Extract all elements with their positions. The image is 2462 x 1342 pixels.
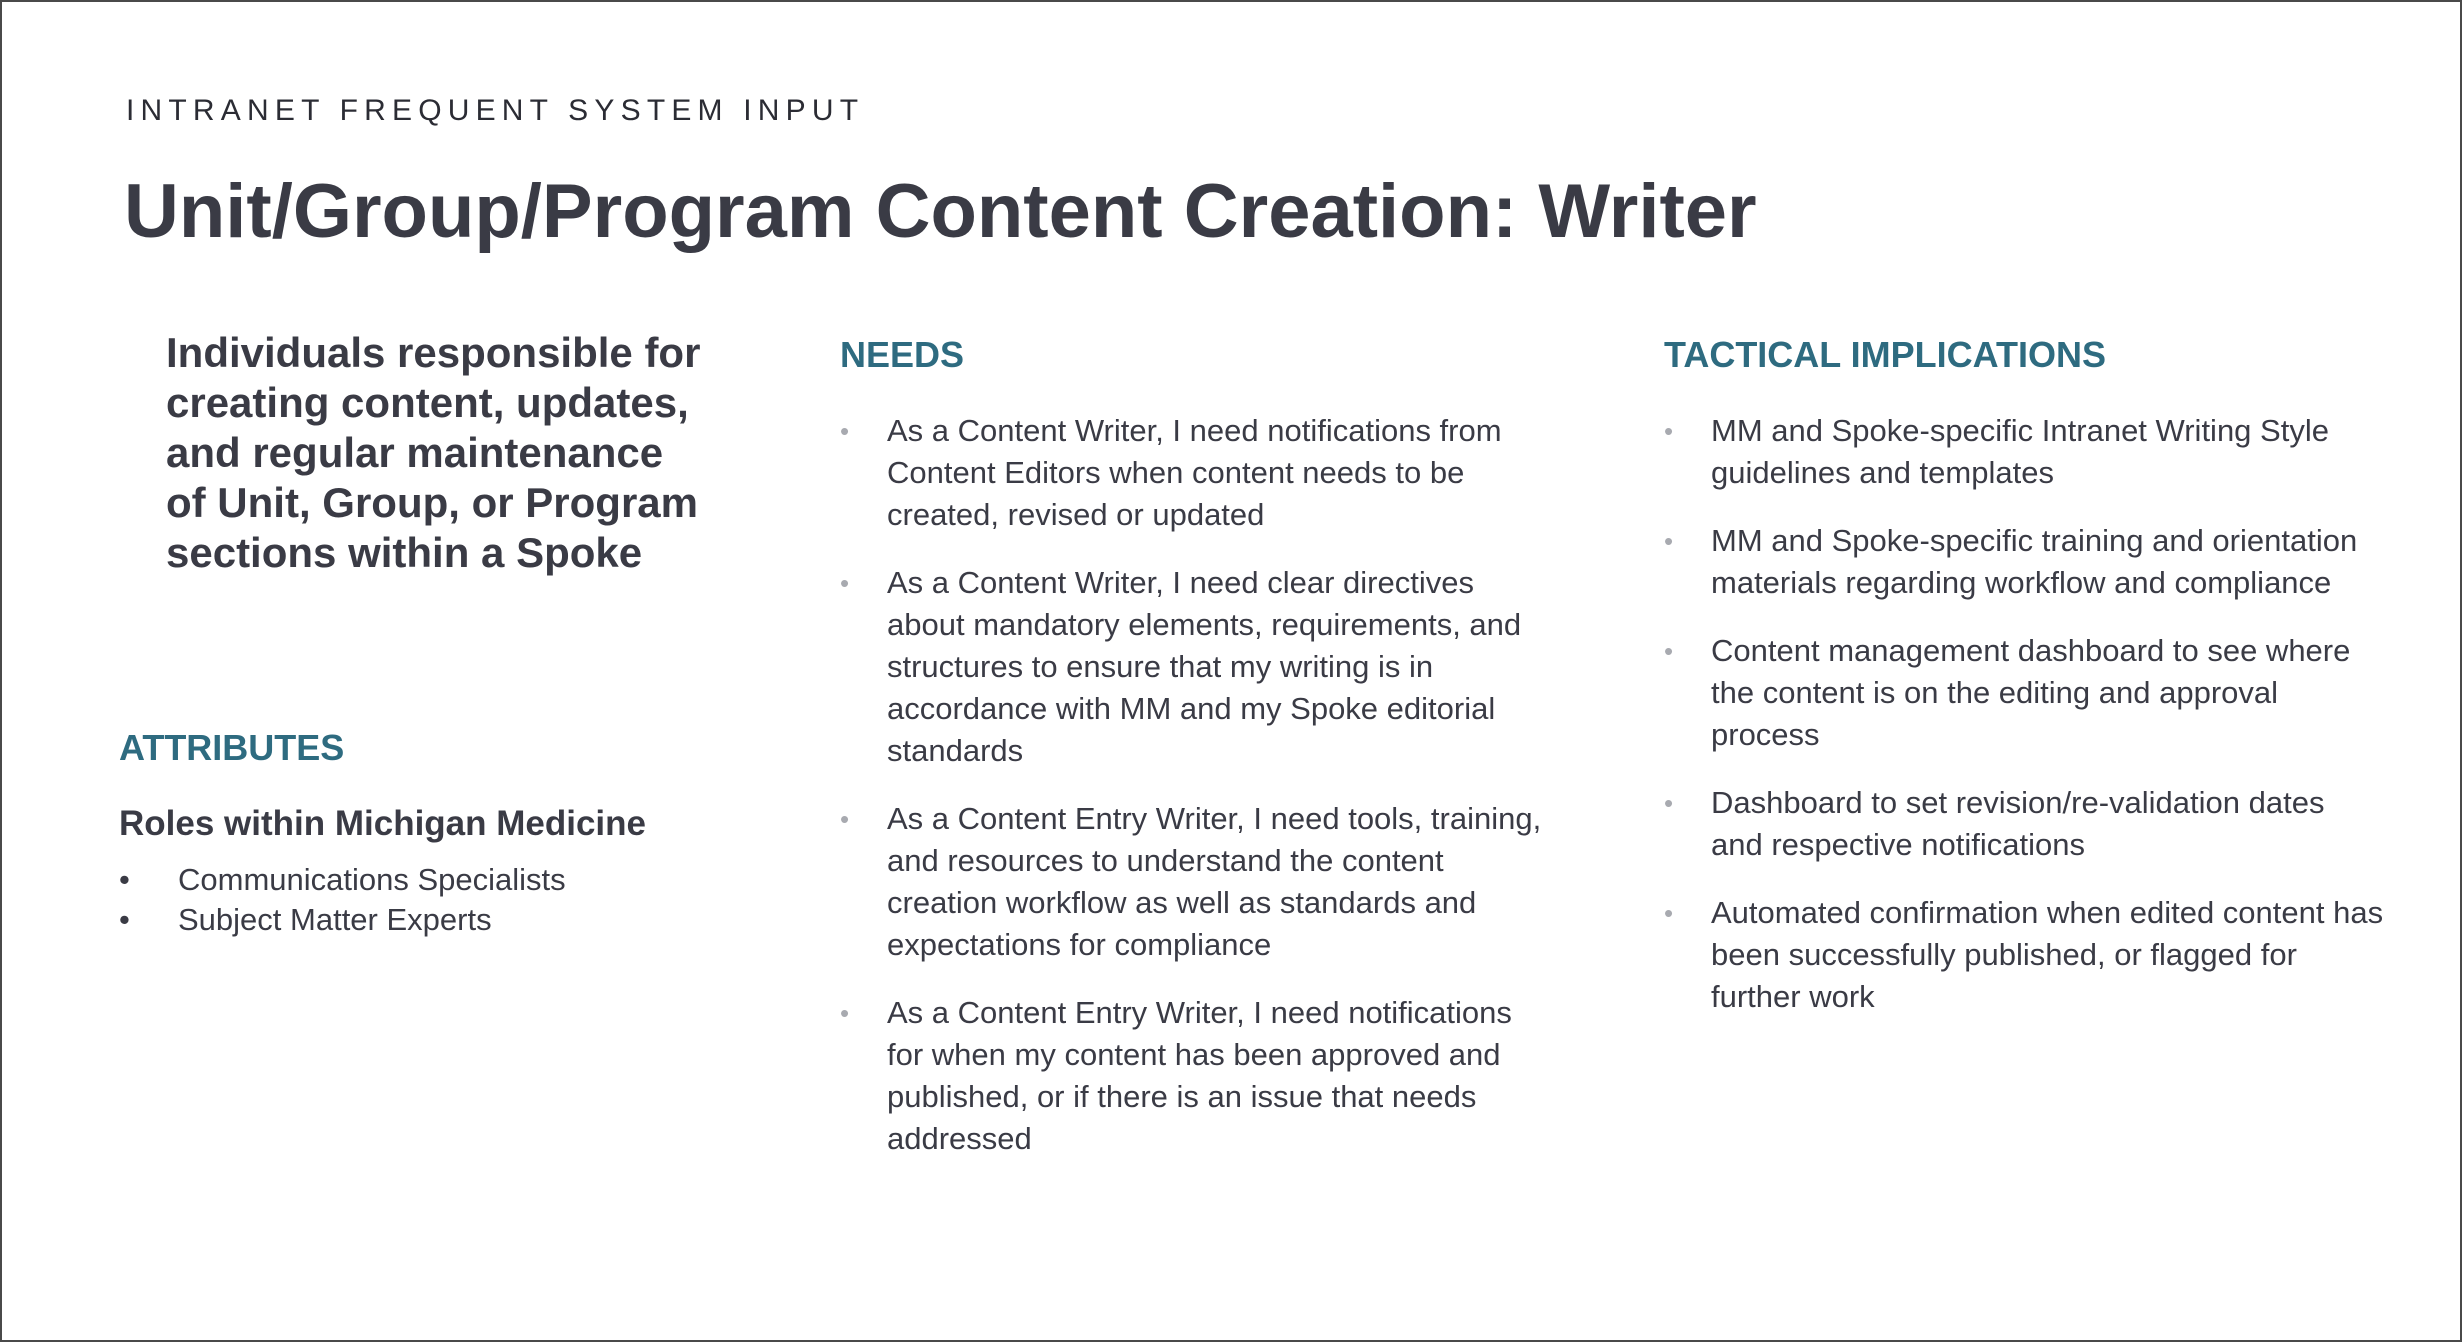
list-item: • As a Content Entry Writer, I need tools, training, and resources to understand the content creation workflow as well as standards and expectations for compliance (840, 798, 1545, 966)
needs-list (840, 410, 1545, 1186)
roles-heading: Roles within Michigan Medicine (119, 804, 646, 843)
roles-list (119, 860, 566, 940)
attributes-heading: ATTRIBUTES (119, 727, 345, 768)
list-item: • Dashboard to set revision/re-validation dates and respective notifications (1664, 782, 2384, 866)
list-item: • Automated confirmation when edited content has been successfully published, or flagged for further work (1664, 892, 2384, 1018)
eyebrow-label: INTRANET FREQUENT SYSTEM INPUT (126, 94, 865, 127)
list-item: • As a Content Writer, I need notifications from Content Editors when content needs to be created, revised or updated (840, 410, 1545, 536)
tactical-implications-heading: TACTICAL IMPLICATIONS (1664, 334, 2106, 375)
list-item: • Subject Matter Experts (119, 900, 566, 940)
list-item: • As a Content Entry Writer, I need notifications for when my content has been approved and published, or if there is an issue that needs addressed (840, 992, 1545, 1160)
tactical-implications-list (1664, 410, 2384, 1044)
list-item: • Content management dashboard to see where the content is on the editing and approval process (1664, 630, 2384, 756)
page-title: Unit/Group/Program Content Creation: Writer (124, 169, 1757, 254)
persona-description: Individuals responsible for creating content, updates, and regular maintenance of Unit, Group, or Program sections within a Spoke (166, 329, 701, 576)
list-item: • MM and Spoke-specific Intranet Writing Style guidelines and templates (1664, 410, 2384, 494)
list-item: • As a Content Writer, I need clear directives about mandatory elements, requirements, and structures to ensure that my writing is in accordance with MM and my Spoke editorial standards (840, 562, 1545, 772)
needs-heading: NEEDS (840, 334, 965, 375)
list-item: • Communications Specialists (119, 860, 566, 900)
list-item: • MM and Spoke-specific training and orientation materials regarding workflow and compliance (1664, 520, 2384, 604)
